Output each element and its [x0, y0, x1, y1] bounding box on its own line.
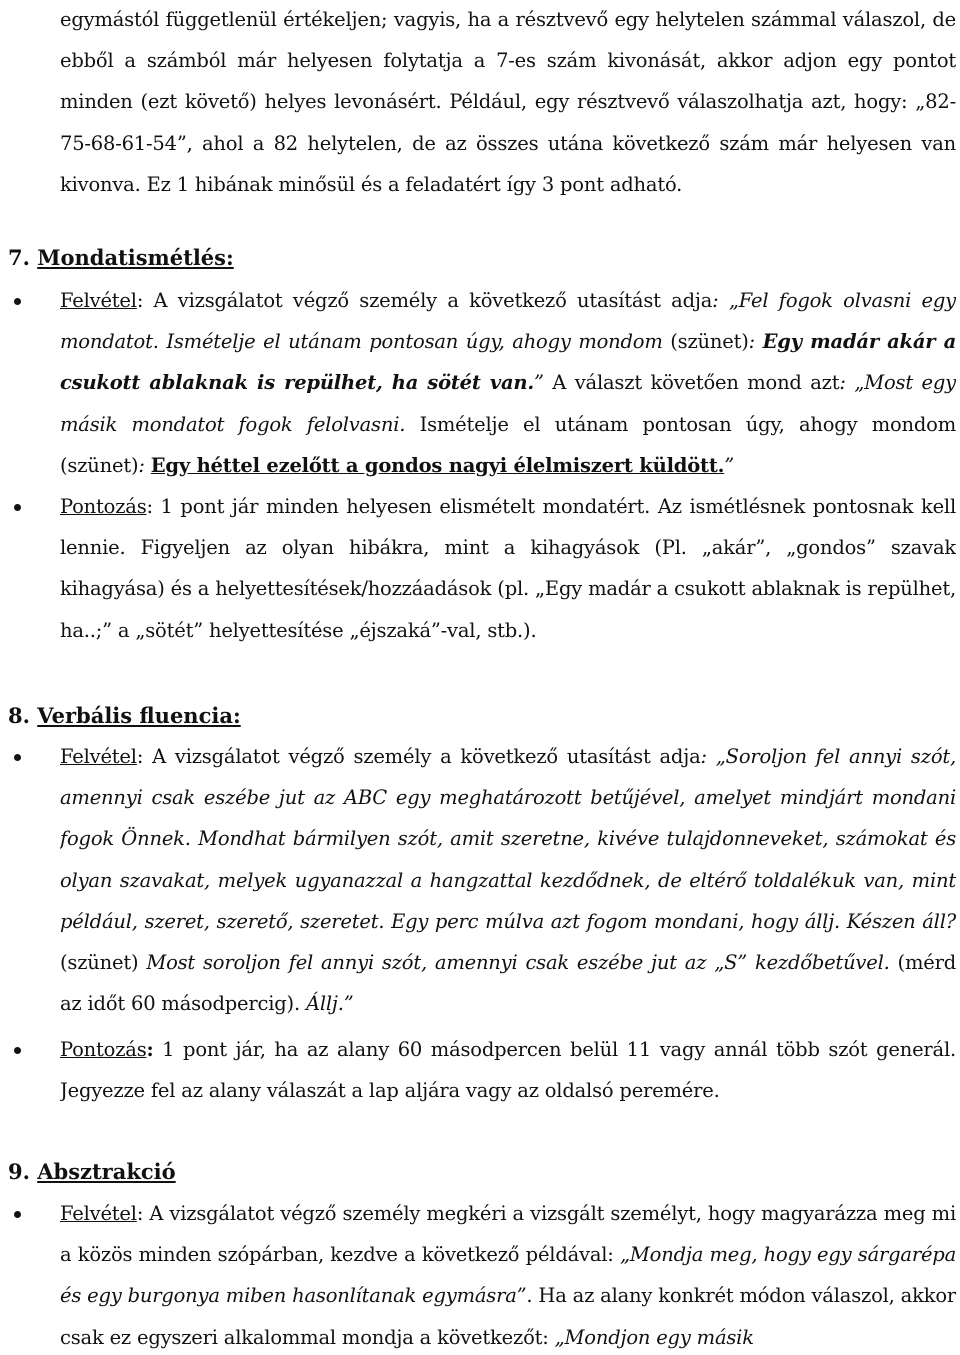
section-8-heading: [8, 702, 241, 730]
intro-line-5a: van kivonva.: [60, 131, 956, 196]
felvetel-label: Felvétel: [60, 289, 137, 312]
felvetel-text: Ismételje el utánam pontosan úgy, ahogy mondom: [419, 412, 956, 436]
quoted-instruction: : „Soroljon fel annyi szót, amennyi csak eszébe jut az ABC egy meghatározott betűjével, amelyet mindjárt mondani fogok Önnek.: [60, 745, 956, 851]
intro-line-3b: Például, egy résztvevő válaszolhatja azt, hogy:: [449, 90, 908, 114]
bullet-dot: [14, 504, 21, 511]
pontozas-colon: :: [146, 1038, 154, 1061]
quoted-instruction: „Mondjon egy másik: [554, 1325, 754, 1349]
bullet-dot: [14, 298, 21, 305]
pontozas-label: Pontozás: [60, 495, 147, 518]
bullet-dot: [14, 1047, 21, 1054]
section-7-title: Mondatismétlés:: [37, 245, 234, 270]
section-7-heading: [8, 244, 234, 272]
section-9-number: 9.: [8, 1159, 38, 1184]
intro-line-4: „82-75-68-61-54”, ahol a 82 helytelen, de az összes utána következő szám már helyesen: [60, 90, 956, 155]
intro-paragraph: [60, 0, 956, 204]
section-7-felvetel-paragraph: [60, 280, 956, 485]
section-8-number: 8.: [8, 703, 38, 728]
felvetel-text: : A vizsgálatot végző személy a következő utasítást adja: [136, 745, 701, 768]
section-8-pontozas-paragraph: [60, 1029, 956, 1112]
quoted-instruction: ”: [724, 453, 735, 477]
intro-line-2: de ebből a számból már helyesen folytatja a 7-es szám kivonását, akkor adjon egy pontot: [60, 8, 956, 73]
felvetel-label: Felvétel: [60, 1202, 137, 1225]
intro-line-1: egymástól függetlenül értékeljen; vagyis, ha a résztvevő egy helytelen számmal válaszol,: [60, 8, 926, 31]
timing-note: (mérd az időt 60 másodpercig).: [60, 951, 956, 1016]
intro-line-3a: minden (ezt követő) helyes levonásért.: [60, 90, 450, 114]
section-9-felvetel-paragraph: [60, 1193, 956, 1355]
pause-note: (szünet): [60, 951, 147, 975]
felvetel-text: : A vizsgálatot végző személy megkéri a vizsgált személyt, hogy magyarázza meg mi a közös minden szópárban, kezdve a következő példával:: [60, 1202, 956, 1267]
quoted-instruction: ”: [533, 371, 553, 395]
quoted-instruction: „Mondja meg, hogy egy sárgarépa és egy burgonya miben hasonlítanak egymásra”: [60, 1243, 956, 1308]
pause-note: (szünet): [670, 330, 749, 354]
section-7-pontozas-paragraph: [60, 486, 956, 651]
section-8-title: Verbális fluencia:: [37, 703, 241, 728]
quoted-instruction: Most soroljon fel annyi szót, amennyi csak eszébe jut az „S” kezdőbetűvel.: [146, 951, 890, 975]
intro-line-5b: Ez 1 hibának minősül és a feladatért így 3 pont adható.: [146, 172, 683, 196]
felvetel-text: A választ követően mond azt: [552, 371, 840, 395]
quoted-instruction: : „Fel fogok olvasni egy mondatot.: [60, 289, 956, 354]
bullet-dot: [14, 1211, 21, 1218]
quoted-instruction: Mondhat bármilyen szót, amit szeretne, kivéve tulajdonneveket, számokat és olyan szavakat, melyek ugyanazzal a hangzattal kezdődnek, de eltérő toldalékuk van, mint például, szeret, szerető, szeretet. Egy perc múlva azt fogom mondani, hogy állj. Készen áll?: [60, 827, 956, 933]
quoted-instruction: :: [748, 330, 763, 354]
pontozas-text: 1 pont jár, ha az alany 60 másodpercen belül 11 vagy annál több szót generál. Jegyezze fel az alany válaszát a lap aljára vagy az oldalsó peremére.: [60, 1038, 956, 1103]
section-9-heading: [8, 1158, 176, 1186]
quoted-instruction: : „Most egy másik mondatot fogok felolvasni.: [60, 371, 956, 436]
quoted-instruction: Állj.”: [305, 992, 354, 1016]
pontozas-label: Pontozás: [60, 1038, 147, 1061]
section-8-felvetel-paragraph: [60, 736, 956, 1024]
bullet-dot: [14, 754, 21, 761]
quoted-instruction: Ismételje el utánam pontosan úgy, ahogy mondom: [166, 330, 671, 354]
pause-note: (szünet): [60, 453, 139, 477]
felvetel-text: . Ha az alany konkrét módon válaszol, akkor csak ez egyszeri alkalommal mondja a következőt:: [60, 1284, 956, 1349]
felvetel-text: : A vizsgálatot végző személy a következő utasítást adja: [136, 289, 713, 312]
sentence-1: Egy madár akár a csukott ablaknak is repülhet, ha sötét van.: [60, 330, 956, 395]
quoted-instruction: :: [138, 453, 151, 477]
section-7-number: 7.: [8, 245, 38, 270]
felvetel-label: Felvétel: [60, 745, 137, 768]
sentence-2: Egy héttel ezelőtt a gondos nagyi élelmiszert küldött.: [150, 453, 725, 477]
pontozas-text: : 1 pont jár minden helyesen elismételt mondatért. Az ismétlésnek pontosnak kell lennie. Figyeljen az olyan hibákra, mint a kihagyások (Pl. „akár”, „gondos” szavak kihagyása) és a helyettesítések/hozzáadások (pl. „Egy madár a csukott ablaknak is repülhet, ha..;” a „sötét” helyettesítése „éjszaká”-val, stb.).: [60, 495, 956, 642]
section-9-title: Absztrakció: [37, 1159, 176, 1184]
